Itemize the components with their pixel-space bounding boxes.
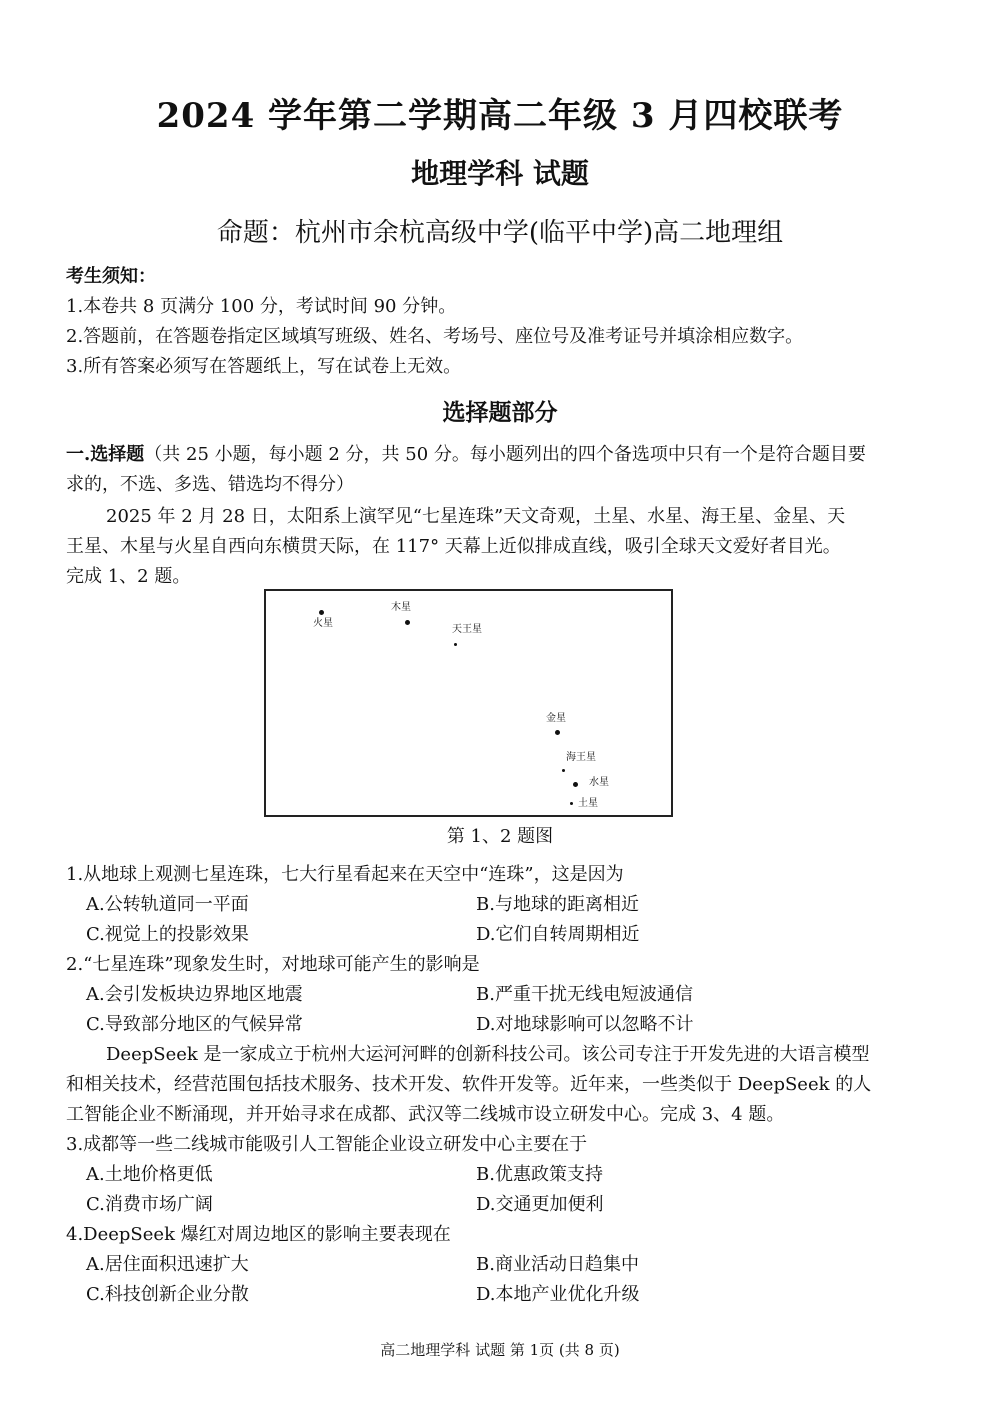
question-4-stem: 4.DeepSeek 爆红对周边地区的影响主要表现在 <box>66 1224 451 1245</box>
question-4-option-b: B.商业活动日趋集中 <box>476 1254 639 1275</box>
neptune-label: 海王星 <box>566 752 596 763</box>
question-2-option-b: B.严重干扰无线电短波通信 <box>476 984 693 1005</box>
section-title: 选择题部分 <box>442 399 558 426</box>
question-1-option-b: B.与地球的距离相近 <box>476 894 639 915</box>
passage2-line-3: 工智能企业不断涌现，并开始寻求在成都、武汉等二线城市设立研发中心。完成 3、4 题。 <box>66 1104 785 1125</box>
question-2-option-d: D.对地球影响可以忽略不计 <box>476 1014 694 1035</box>
uranus-dot <box>454 643 457 646</box>
notice-item-1: 1.本卷共 8 页满分 100 分，考试时间 90 分钟。 <box>66 296 457 317</box>
exam-author: 命题：杭州市余杭高级中学(临平中学)高二地理组 <box>216 218 784 248</box>
question-3-stem: 3.成都等一些二线城市能吸引人工智能企业设立研发中心主要在于 <box>66 1134 588 1155</box>
question-3-option-d: D.交通更加便利 <box>476 1194 604 1215</box>
uranus-label: 天王星 <box>452 624 482 635</box>
mars-label: 火星 <box>313 618 333 629</box>
saturn-label: 土星 <box>578 798 598 809</box>
mars-dot <box>319 610 324 615</box>
question-3-option-a: A.土地价格更低 <box>86 1164 213 1185</box>
notice-item-3: 3.所有答案必须写在答题纸上，写在试卷上无效。 <box>66 356 462 377</box>
jupiter-dot <box>405 620 410 625</box>
question-3-option-c: C.消费市场广阔 <box>86 1194 213 1215</box>
passage2-line-2: 和相关技术，经营范围包括技术服务、技术开发、软件开发等。近年来，一些类似于 DeepSeek 的人 <box>66 1074 872 1095</box>
mercury-label: 水星 <box>589 777 609 788</box>
question-1-option-d: D.它们自转周期相近 <box>476 924 640 945</box>
part1-intro-line2: 求的，不选、多选、错选均不得分） <box>66 474 354 495</box>
passage1-line-3: 完成 1、2 题。 <box>66 566 191 587</box>
question-4-option-a: A.居住面积迅速扩大 <box>86 1254 249 1275</box>
question-2-option-c: C.导致部分地区的气候异常 <box>86 1014 303 1035</box>
venus-dot <box>555 730 560 735</box>
venus-label: 金星 <box>546 713 566 724</box>
passage1-line-1: 2025 年 2 月 28 日，太阳系上演罕见“七星连珠”天文奇观，土星、水星、海王星、金星、天 <box>106 506 846 527</box>
passage2-line-1: DeepSeek 是一家成立于杭州大运河河畔的创新科技公司。该公司专注于开发先进的大语言模型 <box>106 1044 870 1065</box>
notice-heading: 考生须知： <box>66 266 156 287</box>
question-1-option-a: A.公转轨道同一平面 <box>86 894 249 915</box>
saturn-dot <box>570 802 573 805</box>
part1-intro-line1: （共 25 小题，每小题 2 分，共 50 分。每小题列出的四个备选项中只有一个是符合题目要 <box>144 444 866 465</box>
question-1-stem: 1.从地球上观测七星连珠，七大行星看起来在天空中“连珠”，这是因为 <box>66 864 624 885</box>
part1-heading: 一.选择题 <box>66 444 145 465</box>
planet-alignment-figure <box>264 589 673 817</box>
question-3-option-b: B.优惠政策支持 <box>476 1164 603 1185</box>
notice-item-2: 2.答题前，在答题卷指定区域填写班级、姓名、考场号、座位号及准考证号并填涂相应数字。 <box>66 326 804 347</box>
question-4-option-c: C.科技创新企业分散 <box>86 1284 249 1305</box>
question-2-stem: 2.“七星连珠”现象发生时，对地球可能产生的影响是 <box>66 954 480 975</box>
part1-intro <box>66 440 866 470</box>
exam-subtitle: 地理学科 试题 <box>411 157 589 190</box>
mercury-dot <box>573 782 578 787</box>
passage1-line-2: 王星、木星与火星自西向东横贯天际，在 117° 天幕上近似排成直线，吸引全球天文爱好者目光。 <box>66 536 841 557</box>
figure-caption: 第 1、2 题图 <box>446 826 554 847</box>
jupiter-label: 木星 <box>391 602 411 613</box>
question-2-option-a: A.会引发板块边界地区地震 <box>86 984 303 1005</box>
question-4-option-d: D.本地产业优化升级 <box>476 1284 640 1305</box>
page-footer: 高二地理学科 试题 第 1页 (共 8 页) <box>380 1341 620 1359</box>
question-1-option-c: C.视觉上的投影效果 <box>86 924 249 945</box>
neptune-dot <box>562 769 565 772</box>
exam-title: 2024 学年第二学期高二年级 3 月四校联考 <box>156 96 844 136</box>
